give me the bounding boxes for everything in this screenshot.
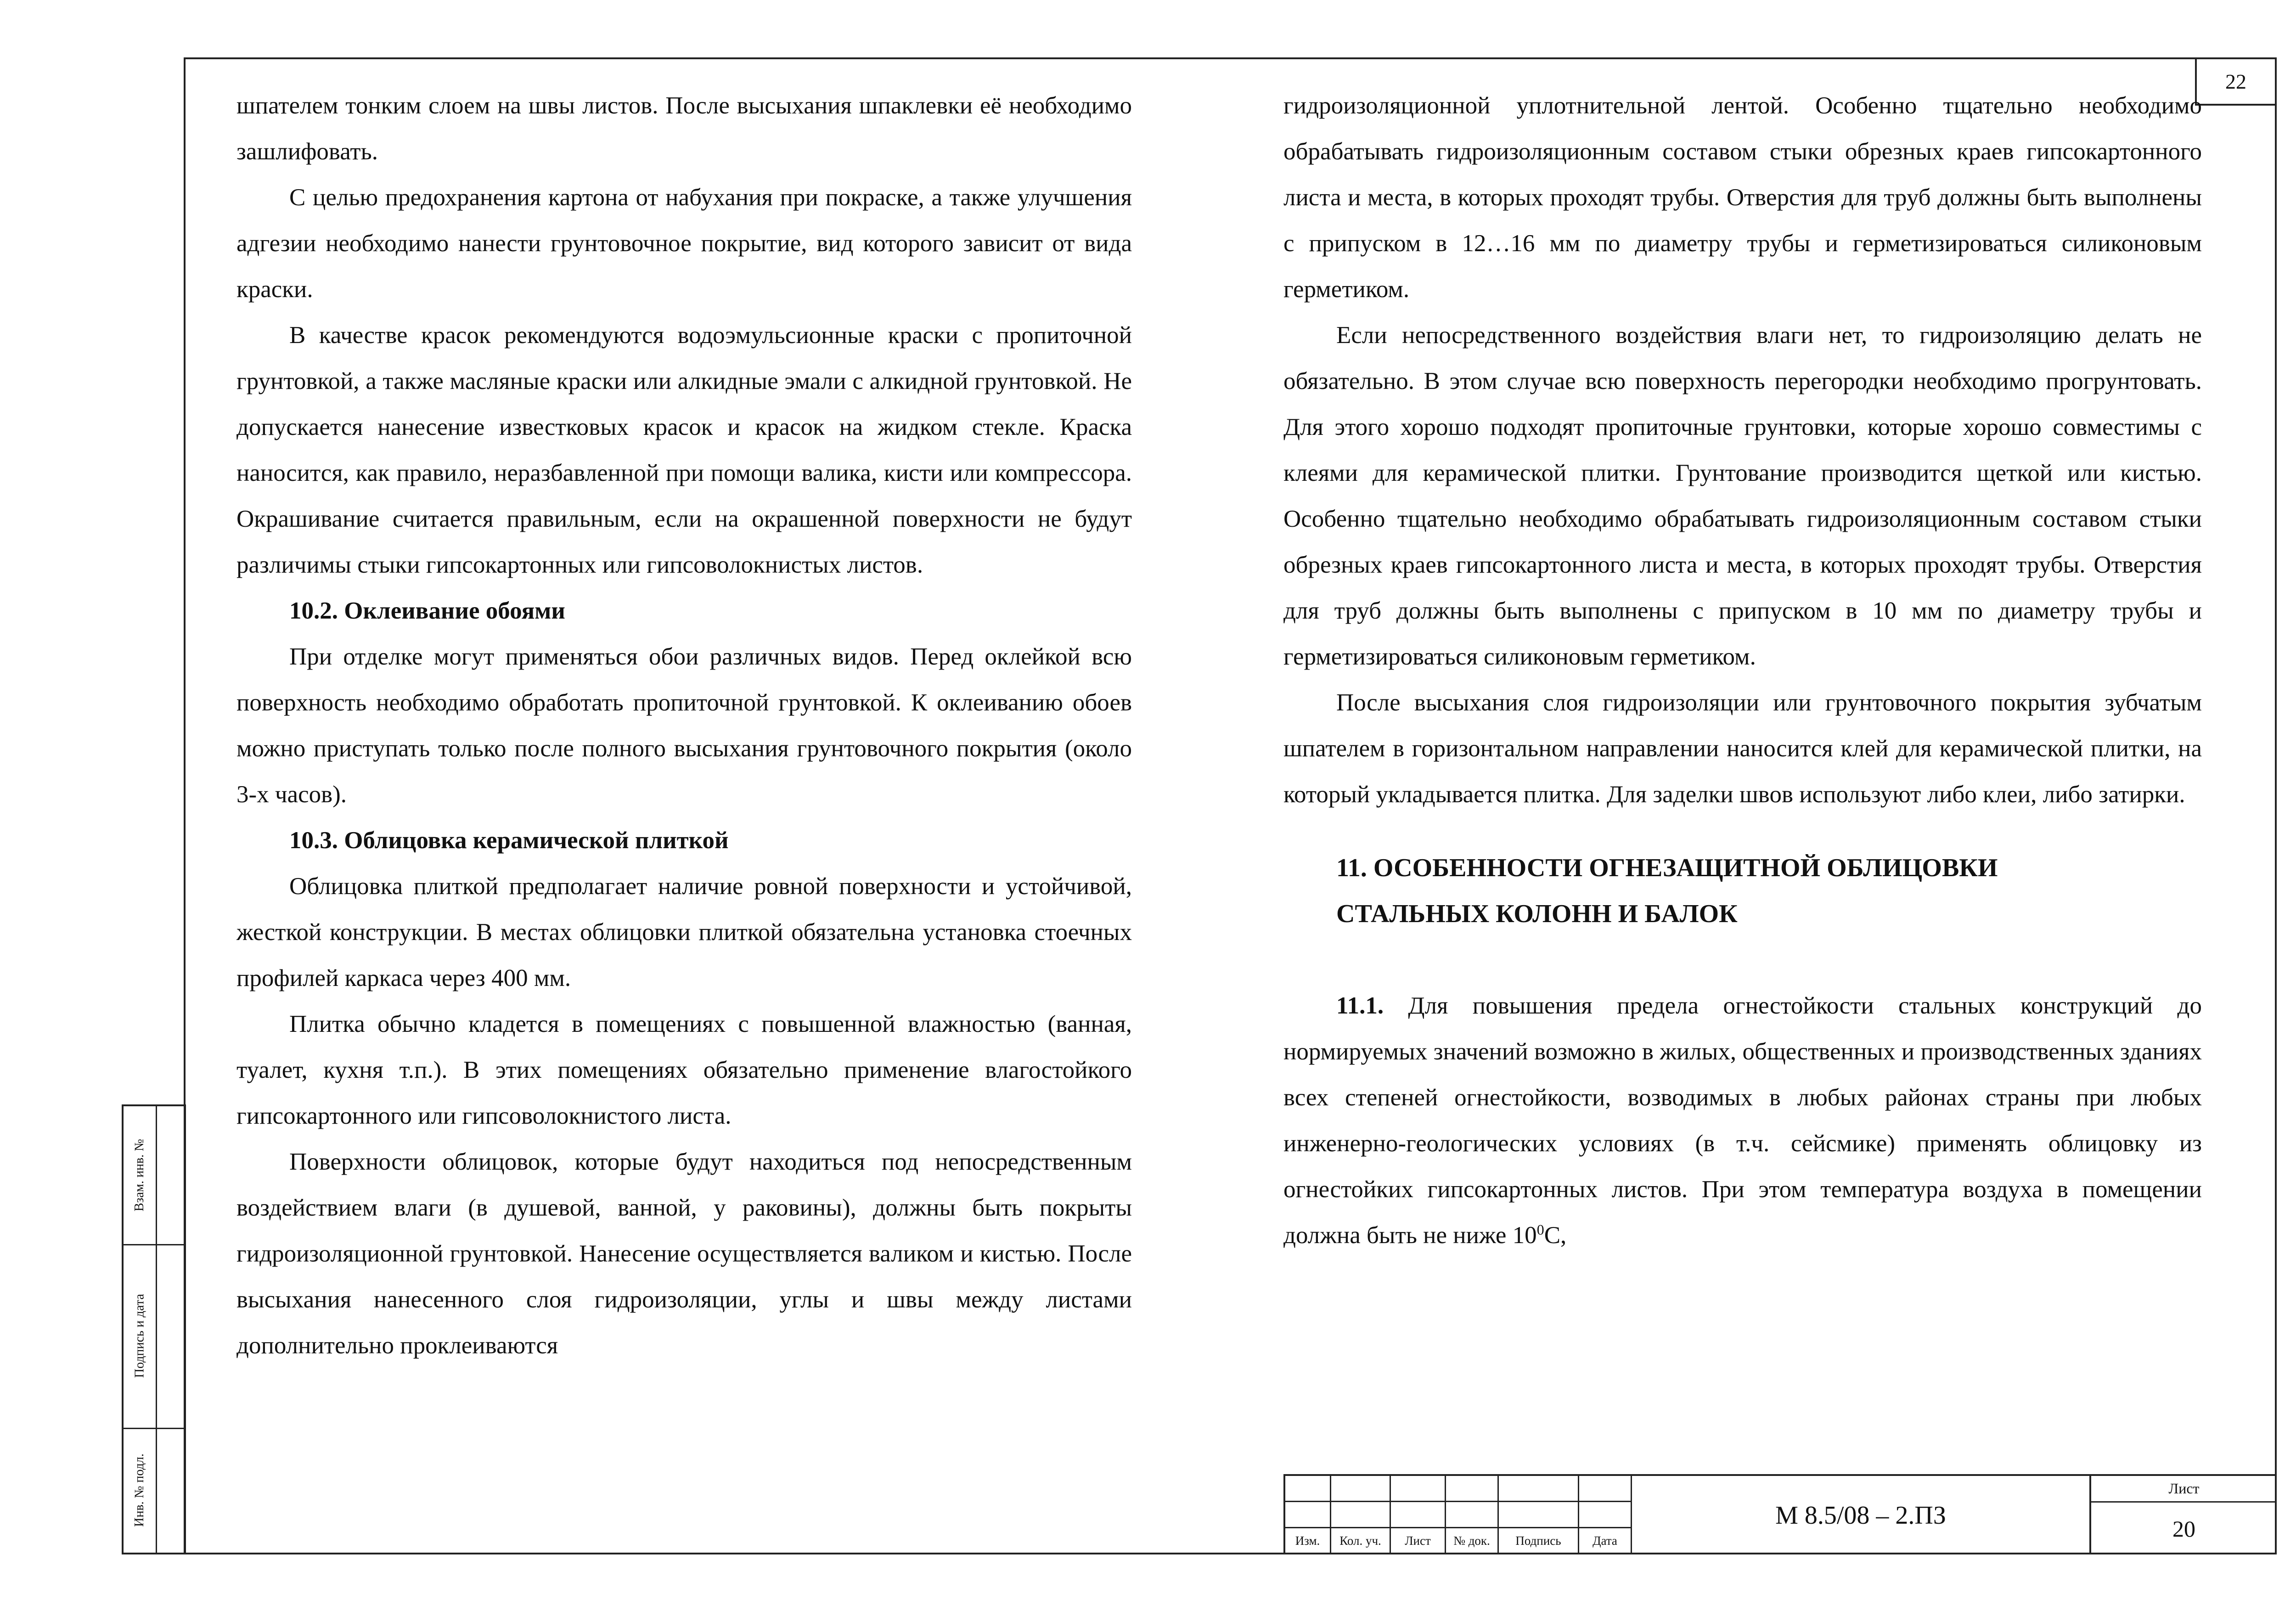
tb-header-izm: Изм. <box>1285 1528 1331 1554</box>
stamp-label: Инв. № подл. <box>132 1453 147 1527</box>
title-block <box>1283 1474 2277 1554</box>
paragraph: После высыхания слоя гидроизоляции или грунтовочного покрытия зубчатым шпателем в горизонтальном направлении наносится клей для керамической плитки, на который укладывается плитка. Для заделки швов используют либо клеи, либо затирки. <box>1283 689 2202 808</box>
document-code: М 8.5/08 – 2.ПЗ <box>1632 1476 2091 1554</box>
paragraph: Плитка обычно кладется в помещениях с повышенной влажностью (ванная, туалет, кухня т.п.). В этих помещениях обязательно применение влагостойкого гипсокартонного или гипсоволокнистого листа. <box>236 1011 1132 1129</box>
paragraph: шпателем тонким слоем на швы листов. После высыхания шпаклевки её необходимо зашлифовать. <box>236 92 1132 165</box>
sheet-label: Лист <box>2091 1476 2277 1503</box>
stamp-cell-bot <box>124 1428 157 1553</box>
paragraph: Поверхности облицовок, которые будут находиться под непосредственным воздействием влаги (в душевой, ванной, у раковины), должны быть покрыты гидроизоляционной грунтовкой. Нанесение осуществляется валиком и кистью. После высыхания нанесенного слоя гидроизоляции, углы и швы между листами дополнительно проклеиваются <box>236 1149 1132 1359</box>
paragraph-11-1 <box>1283 983 2202 1258</box>
clause-number: 11.1. <box>1336 992 1384 1019</box>
paragraph: В качестве красок рекомендуются водоэмульсионные краски с пропиточной грунтовкой, а также масляные краски или алкидные эмали с алкидной грунтовкой. Не допускается нанесение известковых красок и красок на жидком стекле. Краска наносится, как правило, неразбавленной при помощи валика, кисти или компрессора. Окрашивание считается правильным, если на окрашенной поверхности не будут различимы стыки гипсокартонных или гипсоволокнистых листов. <box>236 322 1132 578</box>
paragraph: Если непосредственного воздействия влаги нет, то гидроизоляцию делать не обязательно. В этом случае всю поверхность перегородки необходимо прогрунтовать. Для этого хорошо подходят пропиточные грунтовки, которые хорошо совместимы с клеями для керамической плитки. Грунтование производится щеткой или кистью. Особенно тщательно необходимо обрабатывать гидроизоляционным составом стыки обрезных краев гипсокартонного листа и места, в которых проходят трубы. Отверстия для труб должны быть выполнены с припуском в 10 мм по диаметру трубы и герметизироваться силиконовым герметиком. <box>1283 322 2202 670</box>
clause-text: Для повышения предела огнестойкости стальных конструкций до нормируемых значений возможно в жилых, общественных и производственных зданиях всех степеней огнестойкости, возводимых в любых районах страны при любых инженерно-геологических условиях (в т.ч. сейсмике) применять облицовку из огнестойких гипсокартонных листов. При этом температура воздуха в помещении должна быть не ниже 10 <box>1283 992 2202 1249</box>
stamp-label: Взам. инв. № <box>132 1139 147 1211</box>
tb-header-data: Дата <box>1579 1528 1632 1554</box>
stamp-cell-top <box>124 1106 157 1245</box>
page-corner-number: 22 <box>2195 57 2277 106</box>
stamp-label: Подпись и дата <box>132 1294 147 1378</box>
tb-header-podp: Подпись <box>1499 1528 1579 1554</box>
sheet-number: 20 <box>2172 1515 2195 1542</box>
degree-sup: 0 <box>1536 1221 1544 1238</box>
paragraph: гидроизоляционной уплотнительной лентой. Особенно тщательно необходимо обрабатывать гидроизоляционным составом стыки обрезных краев гипсокартонного листа и места, в которых проходят трубы. Отверстия для труб должны быть выполнены с припуском в 12…16 мм по диаметру трубы и герметизироваться силиконовым герметиком. <box>1283 92 2202 303</box>
tb-header-list: Лист <box>1391 1528 1446 1554</box>
margin-stamp <box>122 1104 186 1554</box>
tb-header-ndok: № док. <box>1446 1528 1499 1554</box>
section-title-line-2: СТАЛЬНЫХ КОЛОНН И БАЛОК <box>1336 900 1738 928</box>
paragraph: При отделке могут применяться обои различных видов. Перед оклейкой всю поверхность необходимо обработать пропиточной грунтовкой. К оклеиванию обоев можно приступать только после полного высыхания грунтовочного покрытия (около 3-х часов). <box>236 643 1132 808</box>
title-block-grid <box>1285 1476 1632 1554</box>
clause-end: С, <box>1544 1222 1567 1249</box>
subsection-heading: 10.3. Облицовка керамической плиткой <box>289 827 729 854</box>
stamp-cell-mid <box>124 1244 157 1429</box>
paragraph: Облицовка плиткой предполагает наличие ровной поверхности и устойчивой, жесткой конструкции. В местах облицовки плиткой обязательна установка стоечных профилей каркаса через 400 мм. <box>236 873 1132 991</box>
left-column <box>236 83 1132 1368</box>
subsection-heading: 10.2. Оклеивание обоями <box>289 597 565 624</box>
tb-header-kol: Кол. уч. <box>1331 1528 1391 1554</box>
paragraph: С целью предохранения картона от набухания при покраске, а также улучшения адгезии необходимо нанести грунтовочное покрытие, вид которого зависит от вида краски. <box>236 184 1132 303</box>
section-title-line-1: 11. ОСОБЕННОСТИ ОГНЕЗАЩИТНОЙ ОБЛИЦОВКИ <box>1336 854 1998 882</box>
right-column <box>1283 83 2202 1258</box>
